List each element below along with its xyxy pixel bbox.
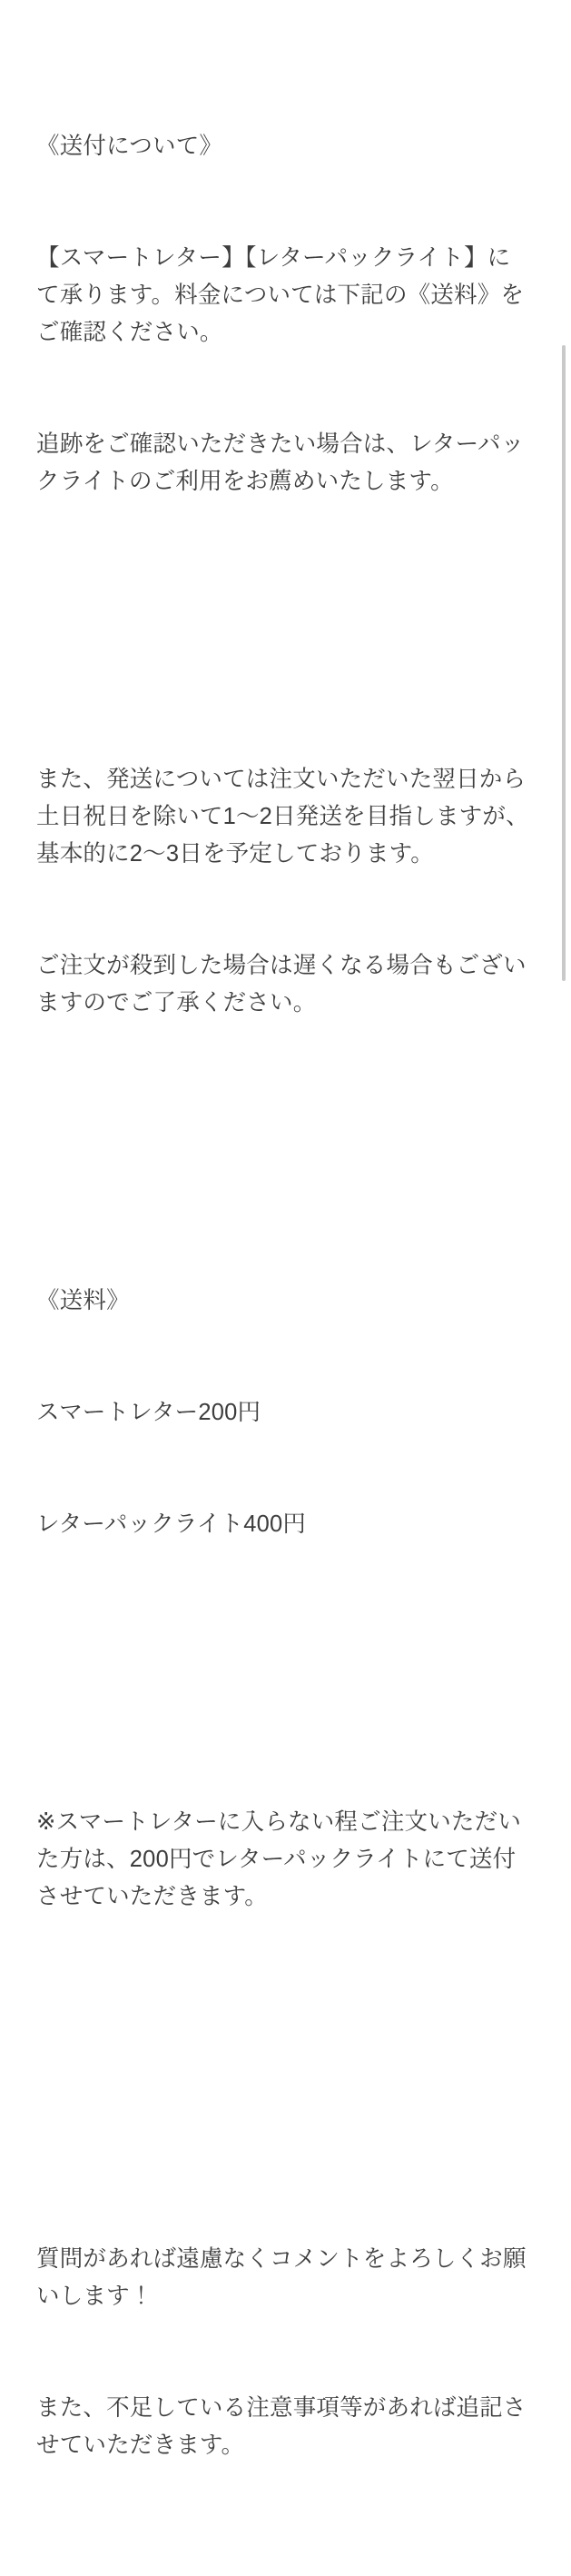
paragraph-spacer-2 [36, 1134, 531, 1171]
fee-smart-letter: スマートレター200円 [36, 1400, 261, 1425]
paragraph-spacer-1 [36, 612, 531, 649]
paragraph-shipping-about-line-2: 【スマートレター】【レターパックライト】にて承ります。料金については下記の《送料》をご確認ください。 [36, 245, 525, 345]
fee-letterpack-light: レターパックライト400円 [36, 1511, 307, 1537]
paragraph-shipping-about-line-3: 追跡をご確認いただきたい場合は、レターパックライトのご利用をお薦めいたします。 [36, 431, 525, 494]
vertical-scrollbar-thumb[interactable] [562, 345, 566, 981]
paragraph-shipping-schedule-line-2: ご注文が殺到した場合は遅くなる場合もございますのでご了承ください。 [36, 953, 527, 1016]
paragraph-shipping-about-line-1: 《送付について》 [36, 134, 223, 159]
paragraph-shipping-note: ※スマートレターに入らない程ご注文いただいた方は、200円でレターパックライトにて送付させていただきます。 [36, 1809, 522, 1909]
heading-shipping-fees: 《送料》 [36, 1288, 130, 1313]
document-body [36, 16, 531, 2576]
paragraph-closing-line-1: 質問があれば遠慮なくコメントをよろしくお願いします！ [36, 2246, 527, 2309]
paragraph-spacer-4 [36, 2027, 531, 2129]
paragraph-closing-line-2: また、不足している注意事項等があれば追記させていただきます。 [36, 2395, 527, 2458]
paragraph-spacer-3 [36, 1655, 531, 1692]
paragraph-shipping-schedule-line-1: また、発送については注文いただいた翌日から土日祝日を除いて1〜2日発送を目指しますが、基本的に2〜3日を予定しております。 [36, 767, 529, 867]
vertical-scrollbar-track[interactable] [563, 0, 568, 981]
